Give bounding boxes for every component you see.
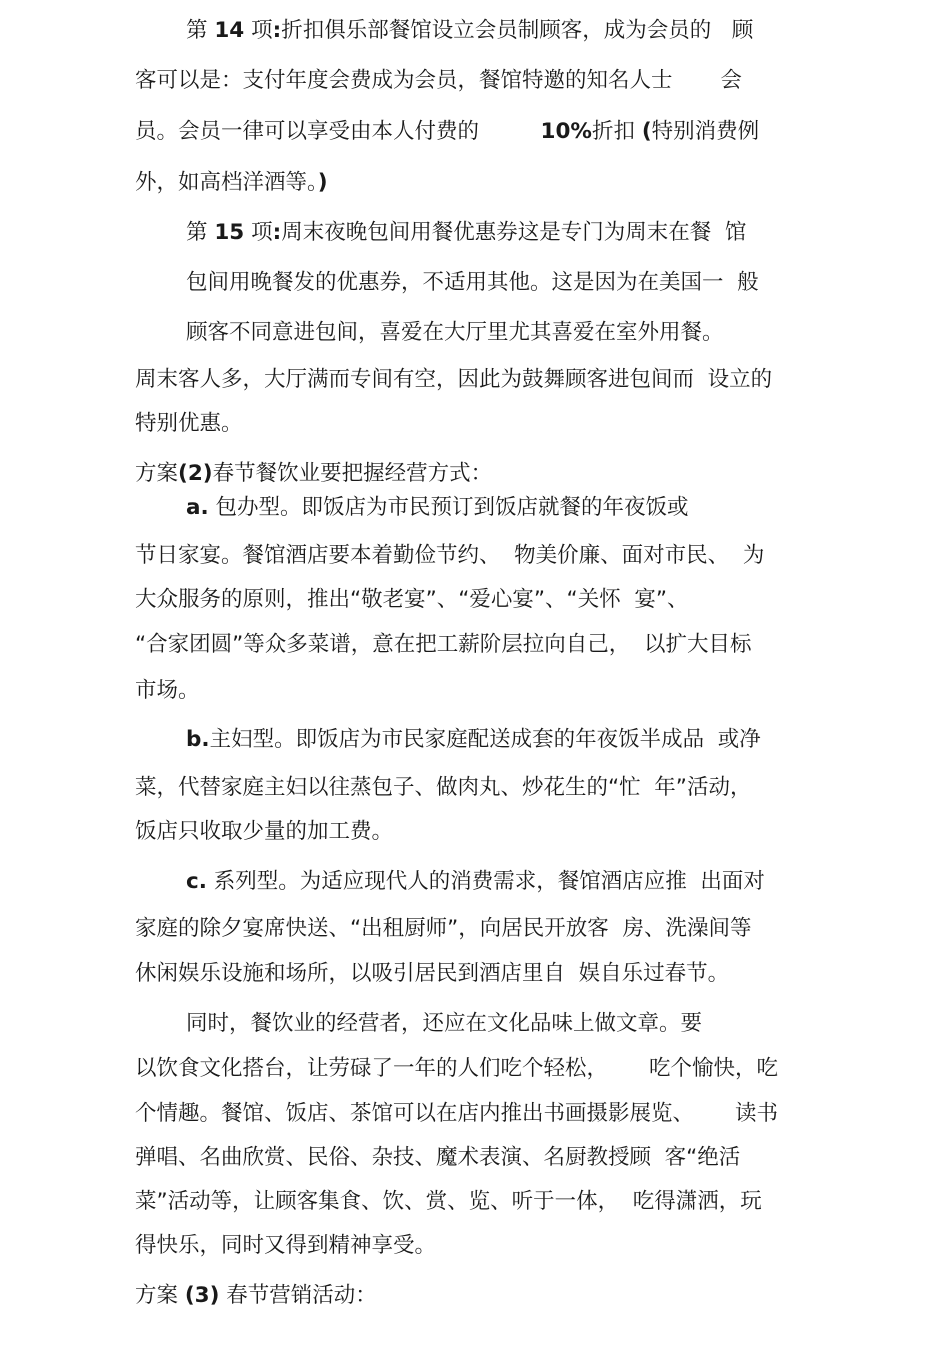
item15-line2: 包间用晚餐发的优惠券，不适用其他。这是因为在美国一 般	[186, 270, 759, 295]
plan2-para-line1: 同时，餐饮业的经营者，还应在文化品味上做文章。要	[186, 1011, 703, 1036]
plan3-heading: 方案 (3) 春节营销活动：	[135, 1283, 377, 1308]
plan2-b-line1: b.主妇型。即饭店为市民家庭配送成套的年夜饭半成品 或净	[186, 727, 761, 752]
item14-line1: 第 14 项:折扣俱乐部餐馆设立会员制顾客，成为会员的 顾	[186, 18, 754, 43]
item14-line2: 客可以是：支付年度会费成为会员，餐馆特邀的知名人士 会	[135, 68, 742, 93]
plan2-b-line2: 菜，代替家庭主妇以往蒸包子、做肉丸、炒花生的“忙 年”活动，	[135, 775, 752, 800]
item15-line4: 周末客人多，大厅满而专间有空，因此为鼓舞顾客进包间而 设立的	[135, 367, 773, 392]
plan2-a-line5: 市场。	[135, 678, 200, 703]
plan2-a-line2: 节日家宴。餐馆酒店要本着勤俭节约、 物美价廉、面对市民、 为	[135, 543, 765, 568]
plan2-c-line1: c. 系列型。为适应现代人的消费需求，餐馆酒店应推 出面对	[186, 869, 765, 894]
item15-line1: 第 15 项:周末夜晚包间用餐优惠券这是专门为周末在餐 馆	[186, 220, 747, 245]
plan2-a-line4: “合家团圆”等众多菜谱，意在把工薪阶层拉向自己， 以扩大目标	[135, 632, 752, 657]
item14-line4: 外，如高档洋酒等。)	[135, 170, 328, 195]
plan2-a-line1: a. 包办型。即饭店为市民预订到饭店就餐的年夜饭或	[186, 495, 689, 520]
plan2-a-line3: 大众服务的原则，推出“敬老宴”、“爱心宴”、“关怀 宴”、	[135, 587, 689, 612]
plan2-c-line3: 休闲娱乐设施和场所，以吸引居民到酒店里自 娱自乐过春节。	[135, 961, 730, 986]
plan2-para-line5: 菜”活动等，让顾客集食、饮、赏、览、听于一体， 吃得潇洒，玩	[135, 1189, 762, 1214]
item15-line3: 顾客不同意进包间，喜爱在大厅里尤其喜爱在室外用餐。	[186, 320, 724, 345]
plan2-para-line4: 弹唱、名曲欣赏、民俗、杂技、魔术表演、名厨教授顾 客“绝活	[135, 1145, 741, 1170]
plan2-b-line3: 饭店只收取少量的加工费。	[135, 819, 394, 844]
item15-line5: 特别优惠。	[135, 411, 243, 436]
plan2-para-line3: 个情趣。餐馆、饭店、茶馆可以在店内推出书画摄影展览、 读书	[135, 1101, 779, 1126]
plan2-para-line6: 得快乐，同时又得到精神享受。	[135, 1233, 437, 1258]
item14-line3: 员。会员一律可以享受由本人付费的 10%折扣 (特别消费例	[135, 119, 760, 144]
plan2-c-line2: 家庭的除夕宴席快送、“出租厨师”，向居民开放客 房、洗澡间等	[135, 916, 752, 941]
plan2-heading: 方案(2)春节餐饮业要把握经营方式：	[135, 461, 493, 486]
plan2-para-line2: 以饮食文化搭台，让劳碌了一年的人们吃个轻松， 吃个愉快，吃	[135, 1056, 779, 1081]
